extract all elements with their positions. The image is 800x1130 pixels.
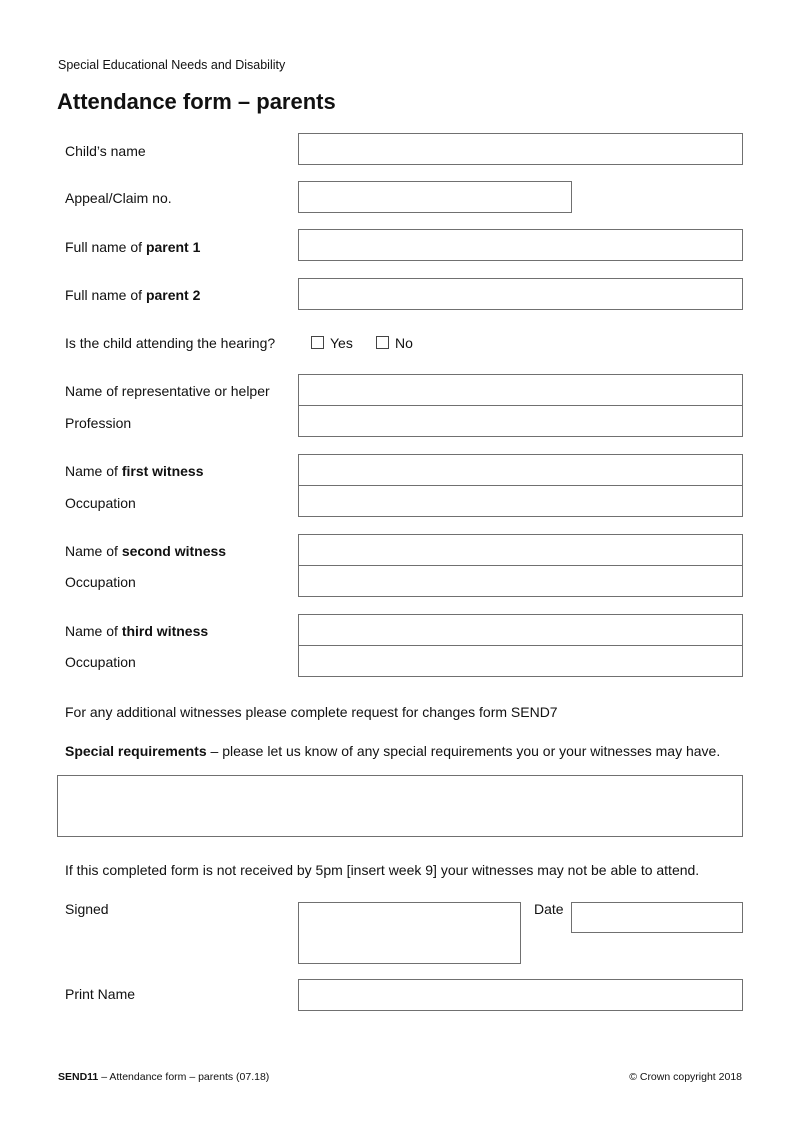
child-name-label: Child’s name	[65, 143, 146, 159]
organisation-header: Special Educational Needs and Disability	[58, 58, 286, 72]
yes-label: Yes	[330, 335, 353, 351]
footer-description: – Attendance form – parents (07.18)	[98, 1071, 270, 1083]
print-name-label: Print Name	[65, 986, 136, 1002]
representative-label: Name of representative or helper	[65, 383, 270, 399]
witness3-label	[65, 622, 208, 640]
witness2-name-field[interactable]	[298, 534, 743, 566]
representative-field[interactable]	[298, 374, 743, 406]
witness1-label-prefix: Name of	[65, 463, 122, 479]
parent2-label	[65, 286, 200, 304]
appeal-no-label: Appeal/Claim no.	[65, 190, 172, 206]
no-label: No	[395, 335, 413, 351]
deadline-note: If this completed form is not received by 5pm [insert week 9] your witnesses may not be able to attend.	[65, 862, 700, 878]
witness3-occupation-label: Occupation	[65, 654, 136, 670]
additional-witnesses-note: For any additional witnesses please complete request for changes form SEND7	[65, 704, 558, 720]
rep-profession-label: Profession	[65, 415, 132, 431]
special-requirements-bold: Special requirements	[65, 743, 207, 759]
parent1-label-prefix: Full name of	[65, 239, 146, 255]
witness3-label-prefix: Name of	[65, 623, 122, 639]
signed-label: Signed	[65, 901, 109, 917]
witness3-name-field[interactable]	[298, 614, 743, 646]
witness1-label	[65, 462, 204, 480]
print-name-field[interactable]	[298, 979, 743, 1011]
footer-code: SEND11	[58, 1071, 99, 1083]
page-title: Attendance form – parents	[57, 89, 336, 114]
parent1-label-bold: parent 1	[145, 239, 201, 255]
witness2-occupation-field[interactable]	[298, 565, 743, 597]
no-checkbox[interactable]	[376, 336, 389, 349]
parent2-label-bold: parent 2	[145, 287, 201, 303]
parent1-label	[65, 238, 200, 256]
date-label: Date	[534, 901, 564, 917]
date-field[interactable]	[571, 902, 743, 933]
parent2-field[interactable]	[298, 278, 743, 310]
witness1-name-field[interactable]	[298, 454, 743, 486]
footer-copyright: © Crown copyright 2018	[629, 1071, 742, 1083]
signature-field[interactable]	[298, 902, 521, 964]
witness2-label-bold: second witness	[121, 543, 227, 559]
special-requirements-text: – please let us know of any special requirements you or your witnesses may have.	[206, 743, 721, 759]
footer-form-code	[58, 1071, 269, 1083]
rep-profession-field[interactable]	[298, 405, 743, 437]
yes-option[interactable]	[311, 334, 353, 352]
yes-checkbox[interactable]	[311, 336, 324, 349]
parent2-label-prefix: Full name of	[65, 287, 146, 303]
witness2-label-prefix: Name of	[65, 543, 122, 559]
witness1-occupation-label: Occupation	[65, 495, 136, 511]
witness1-occupation-field[interactable]	[298, 485, 743, 517]
child-attending-label: Is the child attending the hearing?	[65, 335, 276, 351]
witness3-label-bold: third witness	[121, 623, 209, 639]
appeal-no-field[interactable]	[298, 181, 572, 213]
witness2-label	[65, 542, 226, 560]
no-option[interactable]	[376, 334, 413, 352]
parent1-field[interactable]	[298, 229, 743, 261]
witness3-occupation-field[interactable]	[298, 645, 743, 677]
child-name-field[interactable]	[298, 133, 743, 165]
special-requirements-label	[65, 742, 745, 760]
special-requirements-field[interactable]	[57, 775, 743, 837]
witness2-occupation-label: Occupation	[65, 574, 136, 590]
witness1-label-bold: first witness	[121, 463, 204, 479]
